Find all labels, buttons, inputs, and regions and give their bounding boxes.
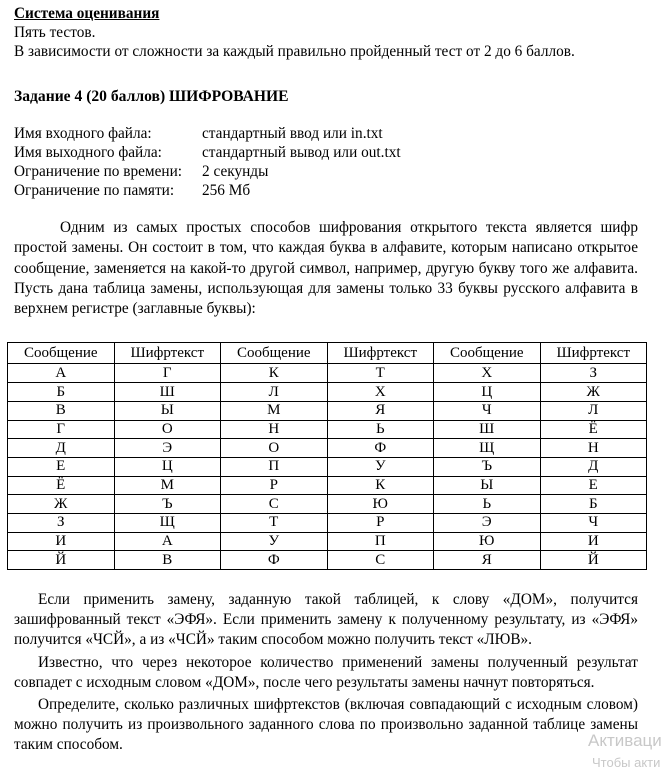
table-cell: Ё bbox=[8, 476, 115, 495]
table-cell: М bbox=[221, 401, 328, 420]
table-cell: Ц bbox=[434, 383, 541, 402]
table-cell: Г bbox=[8, 420, 115, 439]
table-cell: К bbox=[327, 476, 434, 495]
param-value: стандартный вывод или out.txt bbox=[202, 144, 401, 161]
table-cell: З bbox=[540, 364, 647, 383]
param-value: 2 секунды bbox=[202, 163, 269, 180]
param-row-time bbox=[14, 162, 638, 181]
table-row bbox=[8, 439, 647, 458]
table-cell: Ж bbox=[540, 383, 647, 402]
table-row bbox=[8, 513, 647, 532]
table-row bbox=[8, 401, 647, 420]
param-key: Ограничение по памяти: bbox=[14, 182, 175, 199]
table-cell: Ю bbox=[327, 495, 434, 514]
table-cell: Б bbox=[540, 495, 647, 514]
table-cell: О bbox=[221, 439, 328, 458]
explanation bbox=[14, 590, 638, 756]
table-cell: О bbox=[114, 420, 221, 439]
scoring-line: В зависимости от сложности за каждый правильно пройденный тест от 2 до 6 баллов. bbox=[14, 43, 575, 60]
table-cell: Р bbox=[221, 476, 328, 495]
table-cell: У bbox=[221, 532, 328, 551]
table-cell: Х bbox=[434, 364, 541, 383]
task-params bbox=[14, 124, 638, 200]
table-cell: Ф bbox=[221, 551, 328, 570]
table-cell: З bbox=[8, 513, 115, 532]
task-title: Задание 4 (20 баллов) ШИФРОВАНИЕ bbox=[14, 88, 289, 105]
example-paragraph: Если применить замену, заданную такой таблицей, к слову «ДОМ», получится зашифрованный текст «ЭФЯ». Если применить замену к полученному результату, из «ЭФЯ» получится «ЧСЙ», а из «ЧСЙ» таким способом можно получить текст «ЛЮВ». bbox=[14, 591, 638, 649]
section-title: Система оценивания bbox=[14, 5, 160, 22]
table-cell: Д bbox=[8, 439, 115, 458]
table-cell: С bbox=[327, 551, 434, 570]
column-header: Сообщение bbox=[221, 343, 328, 364]
table-cell: Д bbox=[540, 457, 647, 476]
table-cell: У bbox=[327, 457, 434, 476]
table-cell: Ш bbox=[114, 383, 221, 402]
table-cell: Е bbox=[8, 457, 115, 476]
table-cell: Я bbox=[327, 401, 434, 420]
table-cell: Й bbox=[540, 551, 647, 570]
table-cell: Г bbox=[114, 364, 221, 383]
table-cell: Т bbox=[221, 513, 328, 532]
table-cell: М bbox=[114, 476, 221, 495]
table-row bbox=[8, 457, 647, 476]
table-row bbox=[8, 495, 647, 514]
table-cell: С bbox=[221, 495, 328, 514]
table-cell: Ь bbox=[327, 420, 434, 439]
activation-watermark-title: Активаци bbox=[588, 731, 662, 750]
table-cell: Щ bbox=[434, 439, 541, 458]
table-cell: Ь bbox=[434, 495, 541, 514]
param-key: Имя выходного файла: bbox=[14, 144, 162, 161]
substitution-table bbox=[7, 342, 647, 570]
table-cell: К bbox=[221, 364, 328, 383]
question-paragraph: Определите, сколько различных шифртекстов (включая совпадающий с исходным словом) можно получить из произвольного заданного слова по произвольно заданной таблице замены таким способом. bbox=[14, 696, 638, 754]
table-cell: И bbox=[540, 532, 647, 551]
column-header: Сообщение bbox=[434, 343, 541, 364]
param-row-memory bbox=[14, 181, 638, 200]
activation-watermark-subtitle: Чтобы акти bbox=[592, 755, 661, 770]
table-row bbox=[8, 532, 647, 551]
table-cell: Ч bbox=[434, 401, 541, 420]
table-cell: И bbox=[8, 532, 115, 551]
table-cell: П bbox=[327, 532, 434, 551]
column-header: Сообщение bbox=[8, 343, 115, 364]
table-cell: Н bbox=[221, 420, 328, 439]
param-row-output bbox=[14, 143, 638, 162]
table-cell: Ы bbox=[114, 401, 221, 420]
table-row bbox=[8, 383, 647, 402]
table-cell: Т bbox=[327, 364, 434, 383]
intro-paragraph: Одним из самых простых способов шифрования открытого текста является шифр простой замены. Он состоит в том, что каждая буква в алфавите, которым написано открытое сообщение, заменяется на какой-то другой символ, например, другую букву того же алфавита. Пусть дана таблица замены, использующая для замены только 33 буквы русского алфавита в верхнем регистре (заглавные буквы): bbox=[14, 219, 638, 318]
table-header-row bbox=[8, 343, 647, 364]
table-cell: Ю bbox=[434, 532, 541, 551]
param-row-input bbox=[14, 124, 638, 143]
table-cell: Я bbox=[434, 551, 541, 570]
table-row bbox=[8, 476, 647, 495]
table-cell: А bbox=[114, 532, 221, 551]
param-value: стандартный ввод или in.txt bbox=[202, 125, 383, 142]
table-cell: Ж bbox=[8, 495, 115, 514]
table-cell: Л bbox=[540, 401, 647, 420]
table-cell: А bbox=[8, 364, 115, 383]
table-row bbox=[8, 420, 647, 439]
table-cell: Ъ bbox=[114, 495, 221, 514]
table-row bbox=[8, 364, 647, 383]
table-cell: Ъ bbox=[434, 457, 541, 476]
document-page bbox=[14, 4, 638, 756]
param-value: 256 Мб bbox=[202, 182, 251, 199]
table-cell: Б bbox=[8, 383, 115, 402]
param-key: Ограничение по времени: bbox=[14, 163, 183, 180]
table-cell: Ц bbox=[114, 457, 221, 476]
param-key: Имя входного файла: bbox=[14, 125, 152, 142]
table-cell: Щ bbox=[114, 513, 221, 532]
column-header: Шифртекст bbox=[114, 343, 221, 364]
table-cell: Н bbox=[540, 439, 647, 458]
table-cell: В bbox=[114, 551, 221, 570]
cycle-paragraph: Известно, что через некоторое количество применений замены полученный результат совпадет с исходным словом «ДОМ», после чего результаты замены начнут повторяться. bbox=[14, 653, 638, 691]
table-cell: В bbox=[8, 401, 115, 420]
table-cell: Ы bbox=[434, 476, 541, 495]
column-header: Шифртекст bbox=[327, 343, 434, 364]
table-cell: Й bbox=[8, 551, 115, 570]
table-cell: Р bbox=[327, 513, 434, 532]
table-row bbox=[8, 551, 647, 570]
table-cell: Х bbox=[327, 383, 434, 402]
table-cell: Э bbox=[114, 439, 221, 458]
table-cell: Ш bbox=[434, 420, 541, 439]
table-cell: Е bbox=[540, 476, 647, 495]
table-body bbox=[8, 364, 647, 570]
table-cell: Л bbox=[221, 383, 328, 402]
table-cell: Ч bbox=[540, 513, 647, 532]
table-cell: П bbox=[221, 457, 328, 476]
column-header: Шифртекст bbox=[540, 343, 647, 364]
table-cell: Э bbox=[434, 513, 541, 532]
table-cell: Ё bbox=[540, 420, 647, 439]
table-cell: Ф bbox=[327, 439, 434, 458]
tests-count-line: Пять тестов. bbox=[14, 24, 96, 41]
